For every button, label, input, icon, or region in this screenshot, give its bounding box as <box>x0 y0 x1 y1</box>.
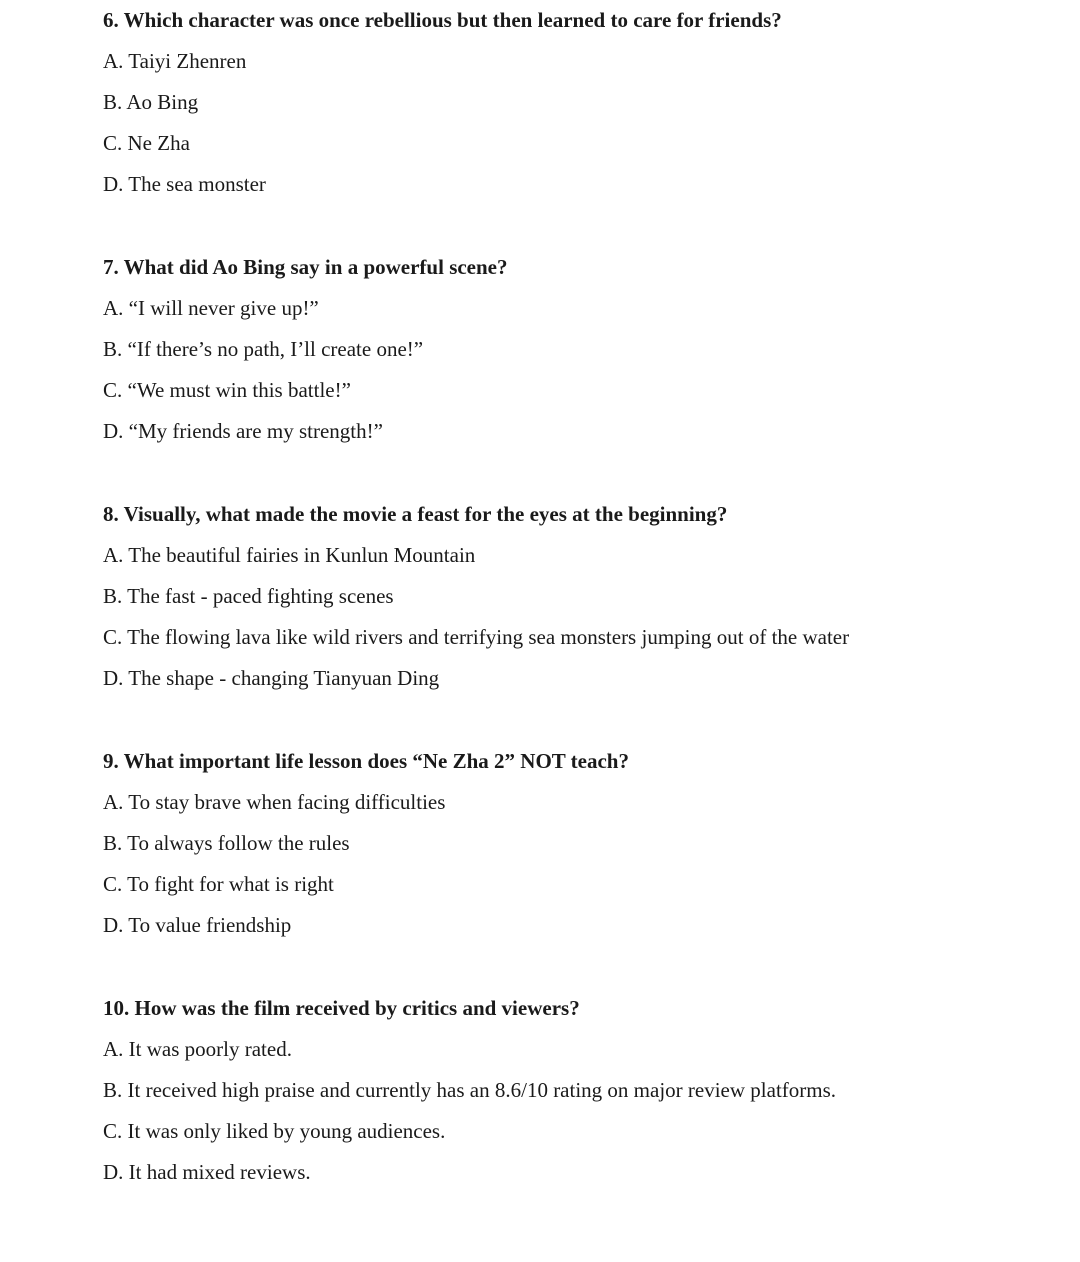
question-10 <box>103 988 1063 1193</box>
question-text: 6. Which character was once rebellious but then learned to care for friends? <box>103 8 782 32</box>
option-c: C. The flowing lava like wild rivers and terrifying sea monsters jumping out of the water <box>103 625 850 649</box>
option-a: A. Taiyi Zhenren <box>103 49 247 73</box>
question-text: 7. What did Ao Bing say in a powerful scene? <box>103 255 508 279</box>
option-b: B. To always follow the rules <box>103 831 350 855</box>
question-text: 8. Visually, what made the movie a feast for the eyes at the beginning? <box>103 502 728 526</box>
question-spacer <box>103 946 1063 988</box>
question-spacer <box>103 205 1063 247</box>
option-a: A. It was poorly rated. <box>103 1037 292 1061</box>
question-8 <box>103 494 1063 699</box>
option-c: C. To fight for what is right <box>103 872 334 896</box>
option-d: D. The shape - changing Tianyuan Ding <box>103 666 440 690</box>
question-spacer <box>103 699 1063 741</box>
quiz-questions <box>103 0 1063 1193</box>
question-9 <box>103 741 1063 946</box>
option-d: D. “My friends are my strength!” <box>103 419 383 443</box>
option-d: D. To value friendship <box>103 913 292 937</box>
question-7 <box>103 247 1063 452</box>
option-a: A. To stay brave when facing difficulties <box>103 790 446 814</box>
option-a: A. “I will never give up!” <box>103 296 319 320</box>
option-b: B. “If there’s no path, I’ll create one!” <box>103 337 424 361</box>
question-text: 10. How was the film received by critics and viewers? <box>103 996 580 1020</box>
option-b: B. It received high praise and currently has an 8.6/10 rating on major review platforms. <box>103 1078 837 1102</box>
option-d: D. The sea monster <box>103 172 266 196</box>
question-text: 9. What important life lesson does “Ne Zha 2” NOT teach? <box>103 749 629 773</box>
option-c: C. It was only liked by young audiences. <box>103 1119 446 1143</box>
option-c: C. Ne Zha <box>103 131 190 155</box>
option-b: B. The fast - paced fighting scenes <box>103 584 394 608</box>
question-6 <box>103 0 1063 205</box>
option-c: C. “We must win this battle!” <box>103 378 351 402</box>
question-spacer <box>103 452 1063 494</box>
option-d: D. It had mixed reviews. <box>103 1160 311 1184</box>
option-a: A. The beautiful fairies in Kunlun Mountain <box>103 543 476 567</box>
option-b: B. Ao Bing <box>103 90 199 114</box>
